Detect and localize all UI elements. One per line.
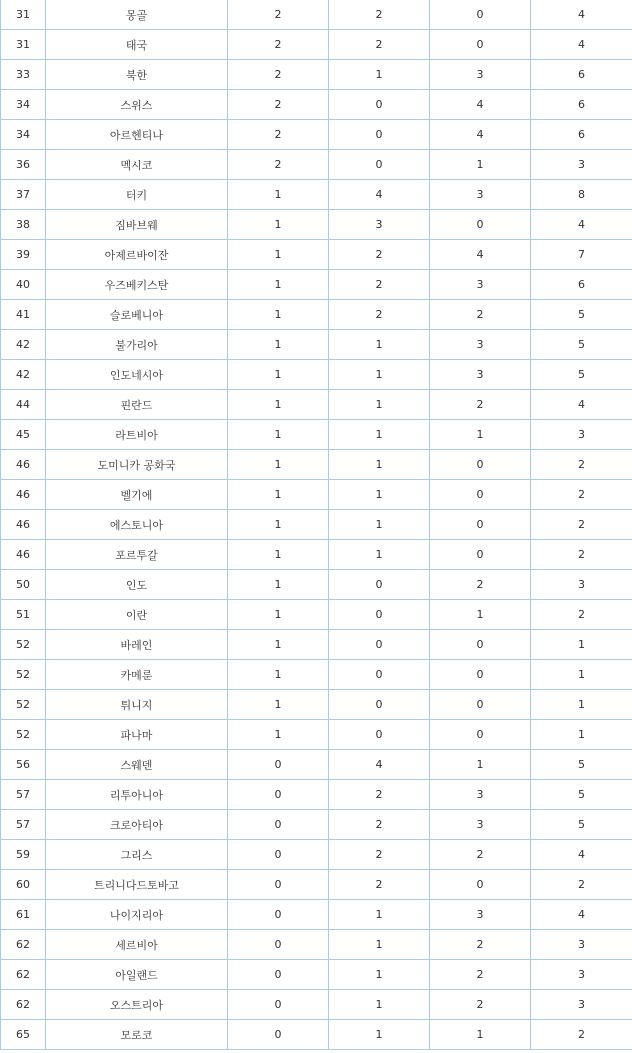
- rank-cell: 62: [1, 960, 46, 990]
- gold-count-cell: 2: [228, 120, 329, 150]
- silver-count-cell: 2: [329, 30, 430, 60]
- country-cell: 불가리아: [46, 330, 228, 360]
- gold-count-cell: 1: [228, 390, 329, 420]
- silver-count-cell: 1: [329, 510, 430, 540]
- country-cell: 터키: [46, 180, 228, 210]
- gold-count-cell: 0: [228, 870, 329, 900]
- bronze-count-cell: 3: [430, 180, 531, 210]
- bronze-count-cell: 0: [430, 870, 531, 900]
- total-count-cell: 2: [531, 510, 632, 540]
- table-row: [1, 840, 632, 870]
- total-count-cell: 4: [531, 390, 632, 420]
- silver-count-cell: 2: [329, 270, 430, 300]
- rank-cell: 60: [1, 870, 46, 900]
- bronze-count-cell: 2: [430, 930, 531, 960]
- rank-cell: 52: [1, 690, 46, 720]
- total-count-cell: 5: [531, 750, 632, 780]
- gold-count-cell: 1: [228, 300, 329, 330]
- silver-count-cell: 0: [329, 570, 430, 600]
- total-count-cell: 4: [531, 0, 632, 30]
- rank-cell: 62: [1, 990, 46, 1020]
- rank-cell: 31: [1, 0, 46, 30]
- bronze-count-cell: 0: [430, 540, 531, 570]
- silver-count-cell: 1: [329, 450, 430, 480]
- country-cell: 스웨덴: [46, 750, 228, 780]
- silver-count-cell: 1: [329, 330, 430, 360]
- rank-cell: 52: [1, 720, 46, 750]
- rank-cell: 59: [1, 840, 46, 870]
- gold-count-cell: 1: [228, 570, 329, 600]
- bronze-count-cell: 3: [430, 900, 531, 930]
- country-cell: 포르투갈: [46, 540, 228, 570]
- silver-count-cell: 1: [329, 1020, 430, 1050]
- country-cell: 리투아니아: [46, 780, 228, 810]
- table-row: [1, 660, 632, 690]
- bronze-count-cell: 0: [430, 660, 531, 690]
- bronze-count-cell: 3: [430, 810, 531, 840]
- rank-cell: 65: [1, 1020, 46, 1050]
- bronze-count-cell: 2: [430, 390, 531, 420]
- gold-count-cell: 1: [228, 360, 329, 390]
- gold-count-cell: 1: [228, 420, 329, 450]
- rank-cell: 62: [1, 930, 46, 960]
- bronze-count-cell: 3: [430, 330, 531, 360]
- table-row: [1, 570, 632, 600]
- country-cell: 벨기에: [46, 480, 228, 510]
- country-cell: 우즈베키스탄: [46, 270, 228, 300]
- country-cell: 멕시코: [46, 150, 228, 180]
- country-cell: 나이지리아: [46, 900, 228, 930]
- total-count-cell: 8: [531, 180, 632, 210]
- gold-count-cell: 2: [228, 90, 329, 120]
- table-row: [1, 390, 632, 420]
- table-row: [1, 420, 632, 450]
- medal-table-body: [1, 0, 632, 1050]
- silver-count-cell: 1: [329, 540, 430, 570]
- table-row: [1, 180, 632, 210]
- total-count-cell: 4: [531, 840, 632, 870]
- total-count-cell: 1: [531, 690, 632, 720]
- silver-count-cell: 2: [329, 870, 430, 900]
- silver-count-cell: 0: [329, 720, 430, 750]
- silver-count-cell: 2: [329, 240, 430, 270]
- gold-count-cell: 0: [228, 780, 329, 810]
- total-count-cell: 3: [531, 990, 632, 1020]
- rank-cell: 57: [1, 810, 46, 840]
- bronze-count-cell: 0: [430, 210, 531, 240]
- gold-count-cell: 1: [228, 480, 329, 510]
- silver-count-cell: 1: [329, 990, 430, 1020]
- silver-count-cell: 2: [329, 780, 430, 810]
- bronze-count-cell: 1: [430, 420, 531, 450]
- table-row: [1, 960, 632, 990]
- table-row: [1, 120, 632, 150]
- bronze-count-cell: 1: [430, 750, 531, 780]
- total-count-cell: 6: [531, 120, 632, 150]
- rank-cell: 61: [1, 900, 46, 930]
- rank-cell: 52: [1, 630, 46, 660]
- gold-count-cell: 1: [228, 180, 329, 210]
- country-cell: 바레인: [46, 630, 228, 660]
- total-count-cell: 2: [531, 600, 632, 630]
- gold-count-cell: 0: [228, 960, 329, 990]
- bronze-count-cell: 0: [430, 630, 531, 660]
- gold-count-cell: 2: [228, 30, 329, 60]
- bronze-count-cell: 0: [430, 450, 531, 480]
- rank-cell: 40: [1, 270, 46, 300]
- country-cell: 아일랜드: [46, 960, 228, 990]
- silver-count-cell: 1: [329, 480, 430, 510]
- total-count-cell: 5: [531, 300, 632, 330]
- country-cell: 아르헨티나: [46, 120, 228, 150]
- silver-count-cell: 1: [329, 420, 430, 450]
- table-row: [1, 60, 632, 90]
- gold-count-cell: 2: [228, 60, 329, 90]
- rank-cell: 51: [1, 600, 46, 630]
- table-row: [1, 600, 632, 630]
- bronze-count-cell: 2: [430, 570, 531, 600]
- country-cell: 파나마: [46, 720, 228, 750]
- country-cell: 핀란드: [46, 390, 228, 420]
- total-count-cell: 2: [531, 870, 632, 900]
- country-cell: 세르비아: [46, 930, 228, 960]
- country-cell: 짐바브웨: [46, 210, 228, 240]
- silver-count-cell: 0: [329, 690, 430, 720]
- rank-cell: 39: [1, 240, 46, 270]
- rank-cell: 56: [1, 750, 46, 780]
- table-row: [1, 480, 632, 510]
- total-count-cell: 3: [531, 960, 632, 990]
- table-row: [1, 630, 632, 660]
- country-cell: 그리스: [46, 840, 228, 870]
- rank-cell: 34: [1, 90, 46, 120]
- gold-count-cell: 1: [228, 720, 329, 750]
- total-count-cell: 5: [531, 330, 632, 360]
- table-row: [1, 870, 632, 900]
- country-cell: 몽골: [46, 0, 228, 30]
- country-cell: 카메룬: [46, 660, 228, 690]
- gold-count-cell: 0: [228, 1020, 329, 1050]
- table-row: [1, 540, 632, 570]
- rank-cell: 50: [1, 570, 46, 600]
- total-count-cell: 3: [531, 420, 632, 450]
- country-cell: 인도: [46, 570, 228, 600]
- gold-count-cell: 0: [228, 750, 329, 780]
- rank-cell: 42: [1, 360, 46, 390]
- bronze-count-cell: 0: [430, 480, 531, 510]
- country-cell: 북한: [46, 60, 228, 90]
- country-cell: 인도네시아: [46, 360, 228, 390]
- country-cell: 튀니지: [46, 690, 228, 720]
- total-count-cell: 3: [531, 150, 632, 180]
- bronze-count-cell: 4: [430, 120, 531, 150]
- country-cell: 도미니카 공화국: [46, 450, 228, 480]
- country-cell: 에스토니아: [46, 510, 228, 540]
- silver-count-cell: 1: [329, 390, 430, 420]
- country-cell: 라트비아: [46, 420, 228, 450]
- table-row: [1, 810, 632, 840]
- table-row: [1, 240, 632, 270]
- gold-count-cell: 1: [228, 510, 329, 540]
- table-row: [1, 270, 632, 300]
- country-cell: 태국: [46, 30, 228, 60]
- gold-count-cell: 0: [228, 930, 329, 960]
- bronze-count-cell: 1: [430, 600, 531, 630]
- country-cell: 슬로베니아: [46, 300, 228, 330]
- silver-count-cell: 3: [329, 210, 430, 240]
- rank-cell: 46: [1, 450, 46, 480]
- rank-cell: 46: [1, 510, 46, 540]
- rank-cell: 33: [1, 60, 46, 90]
- bronze-count-cell: 1: [430, 1020, 531, 1050]
- gold-count-cell: 0: [228, 840, 329, 870]
- bronze-count-cell: 2: [430, 990, 531, 1020]
- rank-cell: 46: [1, 540, 46, 570]
- table-row: [1, 30, 632, 60]
- total-count-cell: 2: [531, 540, 632, 570]
- silver-count-cell: 2: [329, 840, 430, 870]
- country-cell: 스위스: [46, 90, 228, 120]
- country-cell: 이란: [46, 600, 228, 630]
- table-row: [1, 360, 632, 390]
- rank-cell: 52: [1, 660, 46, 690]
- bronze-count-cell: 0: [430, 30, 531, 60]
- silver-count-cell: 0: [329, 600, 430, 630]
- gold-count-cell: 2: [228, 0, 329, 30]
- total-count-cell: 2: [531, 450, 632, 480]
- table-row: [1, 780, 632, 810]
- total-count-cell: 4: [531, 30, 632, 60]
- silver-count-cell: 1: [329, 60, 430, 90]
- total-count-cell: 1: [531, 660, 632, 690]
- silver-count-cell: 0: [329, 90, 430, 120]
- rank-cell: 34: [1, 120, 46, 150]
- bronze-count-cell: 4: [430, 90, 531, 120]
- bronze-count-cell: 2: [430, 300, 531, 330]
- rank-cell: 38: [1, 210, 46, 240]
- total-count-cell: 3: [531, 570, 632, 600]
- bronze-count-cell: 3: [430, 270, 531, 300]
- rank-cell: 36: [1, 150, 46, 180]
- gold-count-cell: 1: [228, 240, 329, 270]
- country-cell: 오스트리아: [46, 990, 228, 1020]
- silver-count-cell: 0: [329, 150, 430, 180]
- silver-count-cell: 4: [329, 180, 430, 210]
- gold-count-cell: 1: [228, 540, 329, 570]
- silver-count-cell: 2: [329, 810, 430, 840]
- gold-count-cell: 0: [228, 810, 329, 840]
- rank-cell: 44: [1, 390, 46, 420]
- table-row: [1, 330, 632, 360]
- bronze-count-cell: 3: [430, 360, 531, 390]
- bronze-count-cell: 2: [430, 960, 531, 990]
- silver-count-cell: 1: [329, 960, 430, 990]
- country-cell: 아제르바이잔: [46, 240, 228, 270]
- silver-count-cell: 1: [329, 930, 430, 960]
- silver-count-cell: 2: [329, 0, 430, 30]
- silver-count-cell: 2: [329, 300, 430, 330]
- rank-cell: 57: [1, 780, 46, 810]
- rank-cell: 31: [1, 30, 46, 60]
- table-row: [1, 0, 632, 30]
- total-count-cell: 4: [531, 210, 632, 240]
- total-count-cell: 5: [531, 780, 632, 810]
- silver-count-cell: 0: [329, 660, 430, 690]
- total-count-cell: 2: [531, 1020, 632, 1050]
- total-count-cell: 4: [531, 900, 632, 930]
- bronze-count-cell: 1: [430, 150, 531, 180]
- bronze-count-cell: 0: [430, 690, 531, 720]
- table-row: [1, 300, 632, 330]
- country-cell: 크로아티아: [46, 810, 228, 840]
- total-count-cell: 3: [531, 930, 632, 960]
- rank-cell: 41: [1, 300, 46, 330]
- total-count-cell: 1: [531, 630, 632, 660]
- silver-count-cell: 1: [329, 900, 430, 930]
- country-cell: 모로코: [46, 1020, 228, 1050]
- table-row: [1, 720, 632, 750]
- rank-cell: 37: [1, 180, 46, 210]
- gold-count-cell: 0: [228, 900, 329, 930]
- country-cell: 트리니다드토바고: [46, 870, 228, 900]
- silver-count-cell: 1: [329, 360, 430, 390]
- silver-count-cell: 0: [329, 630, 430, 660]
- total-count-cell: 2: [531, 480, 632, 510]
- gold-count-cell: 2: [228, 150, 329, 180]
- table-row: [1, 210, 632, 240]
- gold-count-cell: 1: [228, 450, 329, 480]
- bronze-count-cell: 3: [430, 60, 531, 90]
- bronze-count-cell: 0: [430, 0, 531, 30]
- gold-count-cell: 1: [228, 600, 329, 630]
- table-row: [1, 1020, 632, 1050]
- total-count-cell: 6: [531, 270, 632, 300]
- table-row: [1, 930, 632, 960]
- total-count-cell: 5: [531, 810, 632, 840]
- gold-count-cell: 1: [228, 210, 329, 240]
- bronze-count-cell: 2: [430, 840, 531, 870]
- table-row: [1, 450, 632, 480]
- bronze-count-cell: 0: [430, 510, 531, 540]
- total-count-cell: 6: [531, 60, 632, 90]
- gold-count-cell: 1: [228, 270, 329, 300]
- table-row: [1, 690, 632, 720]
- rank-cell: 45: [1, 420, 46, 450]
- gold-count-cell: 1: [228, 690, 329, 720]
- table-row: [1, 510, 632, 540]
- total-count-cell: 6: [531, 90, 632, 120]
- total-count-cell: 7: [531, 240, 632, 270]
- total-count-cell: 5: [531, 360, 632, 390]
- table-row: [1, 990, 632, 1020]
- rank-cell: 46: [1, 480, 46, 510]
- silver-count-cell: 0: [329, 120, 430, 150]
- bronze-count-cell: 0: [430, 720, 531, 750]
- gold-count-cell: 1: [228, 330, 329, 360]
- gold-count-cell: 0: [228, 990, 329, 1020]
- table-row: [1, 900, 632, 930]
- table-row: [1, 90, 632, 120]
- gold-count-cell: 1: [228, 660, 329, 690]
- rank-cell: 42: [1, 330, 46, 360]
- bronze-count-cell: 4: [430, 240, 531, 270]
- table-row: [1, 750, 632, 780]
- gold-count-cell: 1: [228, 630, 329, 660]
- total-count-cell: 1: [531, 720, 632, 750]
- bronze-count-cell: 3: [430, 780, 531, 810]
- silver-count-cell: 4: [329, 750, 430, 780]
- table-row: [1, 150, 632, 180]
